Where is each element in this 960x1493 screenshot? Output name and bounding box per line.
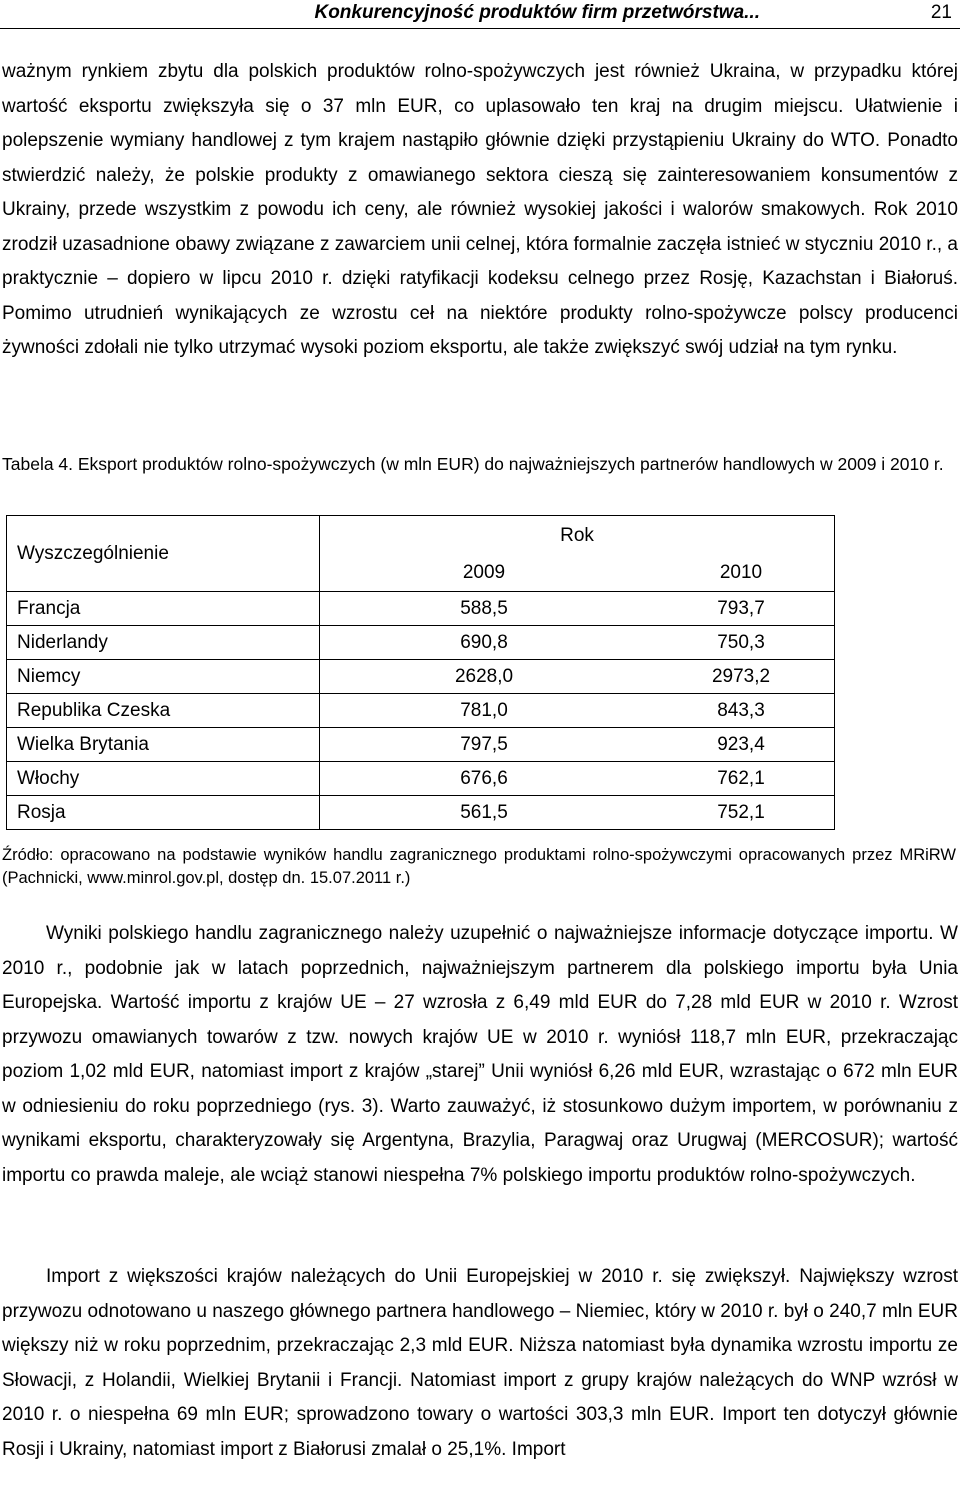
value-2009: 781,0	[320, 694, 649, 728]
country-name: Niemcy	[7, 660, 320, 694]
value-2010: 2973,2	[648, 660, 835, 694]
table-row	[7, 660, 835, 694]
value-2010: 793,7	[648, 592, 835, 626]
table-source-note: Źródło: opracowano na podstawie wyników handlu zagranicznego produktami rolno-spożywczymi opracowanych przez MRiRW (Pachnicki, www.minrol.gov.pl, dostęp dn. 15.07.2011 r.)	[2, 846, 956, 887]
column-header-year-group: Rok	[320, 516, 835, 556]
country-name: Francja	[7, 592, 320, 626]
value-2010: 750,3	[648, 626, 835, 660]
value-2009: 797,5	[320, 728, 649, 762]
value-2009: 676,6	[320, 762, 649, 796]
value-2010: 923,4	[648, 728, 835, 762]
table-row	[7, 694, 835, 728]
export-partners-table	[6, 515, 835, 830]
country-name: Włochy	[7, 762, 320, 796]
table-row	[7, 626, 835, 660]
value-2009: 561,5	[320, 796, 649, 830]
value-2009: 2628,0	[320, 660, 649, 694]
value-2010: 762,1	[648, 762, 835, 796]
running-title: Konkurencyjność produktów firm przetwórstwa...	[314, 2, 760, 23]
paragraph-ukraine-export: ważnym rynkiem zbytu dla polskich produktów rolno-spożywczych jest również Ukraina, w przypadku której wartość eksportu zwiększyła się o 37 mln EUR, co uplasowało ten kraj na drugim miejscu. Ułatwienie i polepszenie wymiany handlowej z tym krajem nastąpiło głównie dzięki przystąpieniu Ukrainy do WTO. Ponadto stwierdzić należy, że polskie produkty z omawianego sektora cieszą się zainteresowaniem konsumentów z Ukrainy, przede wszystkim z powodu ich ceny, ale również wysokiej jakości i walorów smakowych. Rok 2010 zrodził uzasadnione obawy związane z zawarciem unii celnej, która formalnie zaczęła istnieć w styczniu 2010 r., a praktycznie – dopiero w lipcu 2010 r. dzięki ratyfikacji kodeksu celnego przez Rosję, Kazachstan i Białoruś. Pomimo utrudnień wynikających ze wzrostu ceł na niektóre produkty rolno-spożywcze polscy producenci żywności zdołali nie tylko utrzymać wysoki poziom eksportu, ale także zwiększyć swój udział na tym rynku.	[2, 61, 958, 358]
country-name: Republika Czeska	[7, 694, 320, 728]
country-name: Niderlandy	[7, 626, 320, 660]
table-caption: Tabela 4. Eksport produktów rolno-spożywczych (w mln EUR) do najważniejszych partnerów handlowych w 2009 i 2010 r.	[2, 454, 944, 474]
column-header-2009: 2009	[320, 556, 649, 592]
country-name: Wielka Brytania	[7, 728, 320, 762]
paragraph-import-overview: Wyniki polskiego handlu zagranicznego należy uzupełnić o najważniejsze informacje dotyczące importu. W 2010 r., podobnie jak w latach poprzednich, najważniejszym partnerem dla polskiego importu była Unia Europejska. Wartość importu z krajów UE – 27 wzrosła z 6,49 mld EUR do 7,28 mld EUR w 2010 r. Wzrost przywozu omawianych towarów z tzw. nowych krajów UE w 2010 r. wyniósł 118,7 mln EUR, przekraczając poziom 1,02 mld EUR, natomiast import z krajów „starej” Unii wyniósł 6,26 mld EUR, wzrastając o 672 mln EUR w odniesieniu do roku poprzedniego (rys. 3). Warto zauważyć, iż stosunkowo dużym importem, w porównaniu z wynikami eksportu, charakteryzowały się Argentyna, Brazylia, Paragwaj oraz Urugwaj (MERCOSUR); wartość importu co prawda maleje, ale wciąż stanowi niespełna 7% polskiego importu produktów rolno-spożywczych.	[2, 923, 958, 1186]
table-row	[7, 762, 835, 796]
column-header-2010: 2010	[648, 556, 835, 592]
paragraph-import-eu-countries: Import z większości krajów należących do Unii Europejskiej w 2010 r. się zwiększył. Największy wzrost przywozu odnotowano u naszego głównego partnera handlowego – Niemiec, który w 2010 r. był o 240,7 mln EUR większy niż w roku poprzednim, przekraczając 2,3 mld EUR. Niższa natomiast była dynamika wzrostu importu ze Słowacji, z Holandii, Wielkiej Brytanii i Francji. Natomiast import z grupy krajów należących do WNP wzrósł w 2010 r. o niespełna 69 mln EUR; sprowadzono towary o wartości 303,3 mln EUR. Import ten dotyczył głównie Rosji i Ukrainy, natomiast import z Białorusi zmalał o 25,1%. Import	[2, 1266, 958, 1460]
page-number: 21	[930, 2, 952, 23]
value-2009: 690,8	[320, 626, 649, 660]
table-header-row	[7, 516, 835, 556]
country-name: Rosja	[7, 796, 320, 830]
table-row	[7, 796, 835, 830]
value-2010: 752,1	[648, 796, 835, 830]
value-2010: 843,3	[648, 694, 835, 728]
page-header	[0, 0, 960, 30]
column-header-description: Wyszczególnienie	[7, 516, 320, 592]
header-divider	[0, 28, 960, 29]
table-row	[7, 592, 835, 626]
value-2009: 588,5	[320, 592, 649, 626]
table-row	[7, 728, 835, 762]
